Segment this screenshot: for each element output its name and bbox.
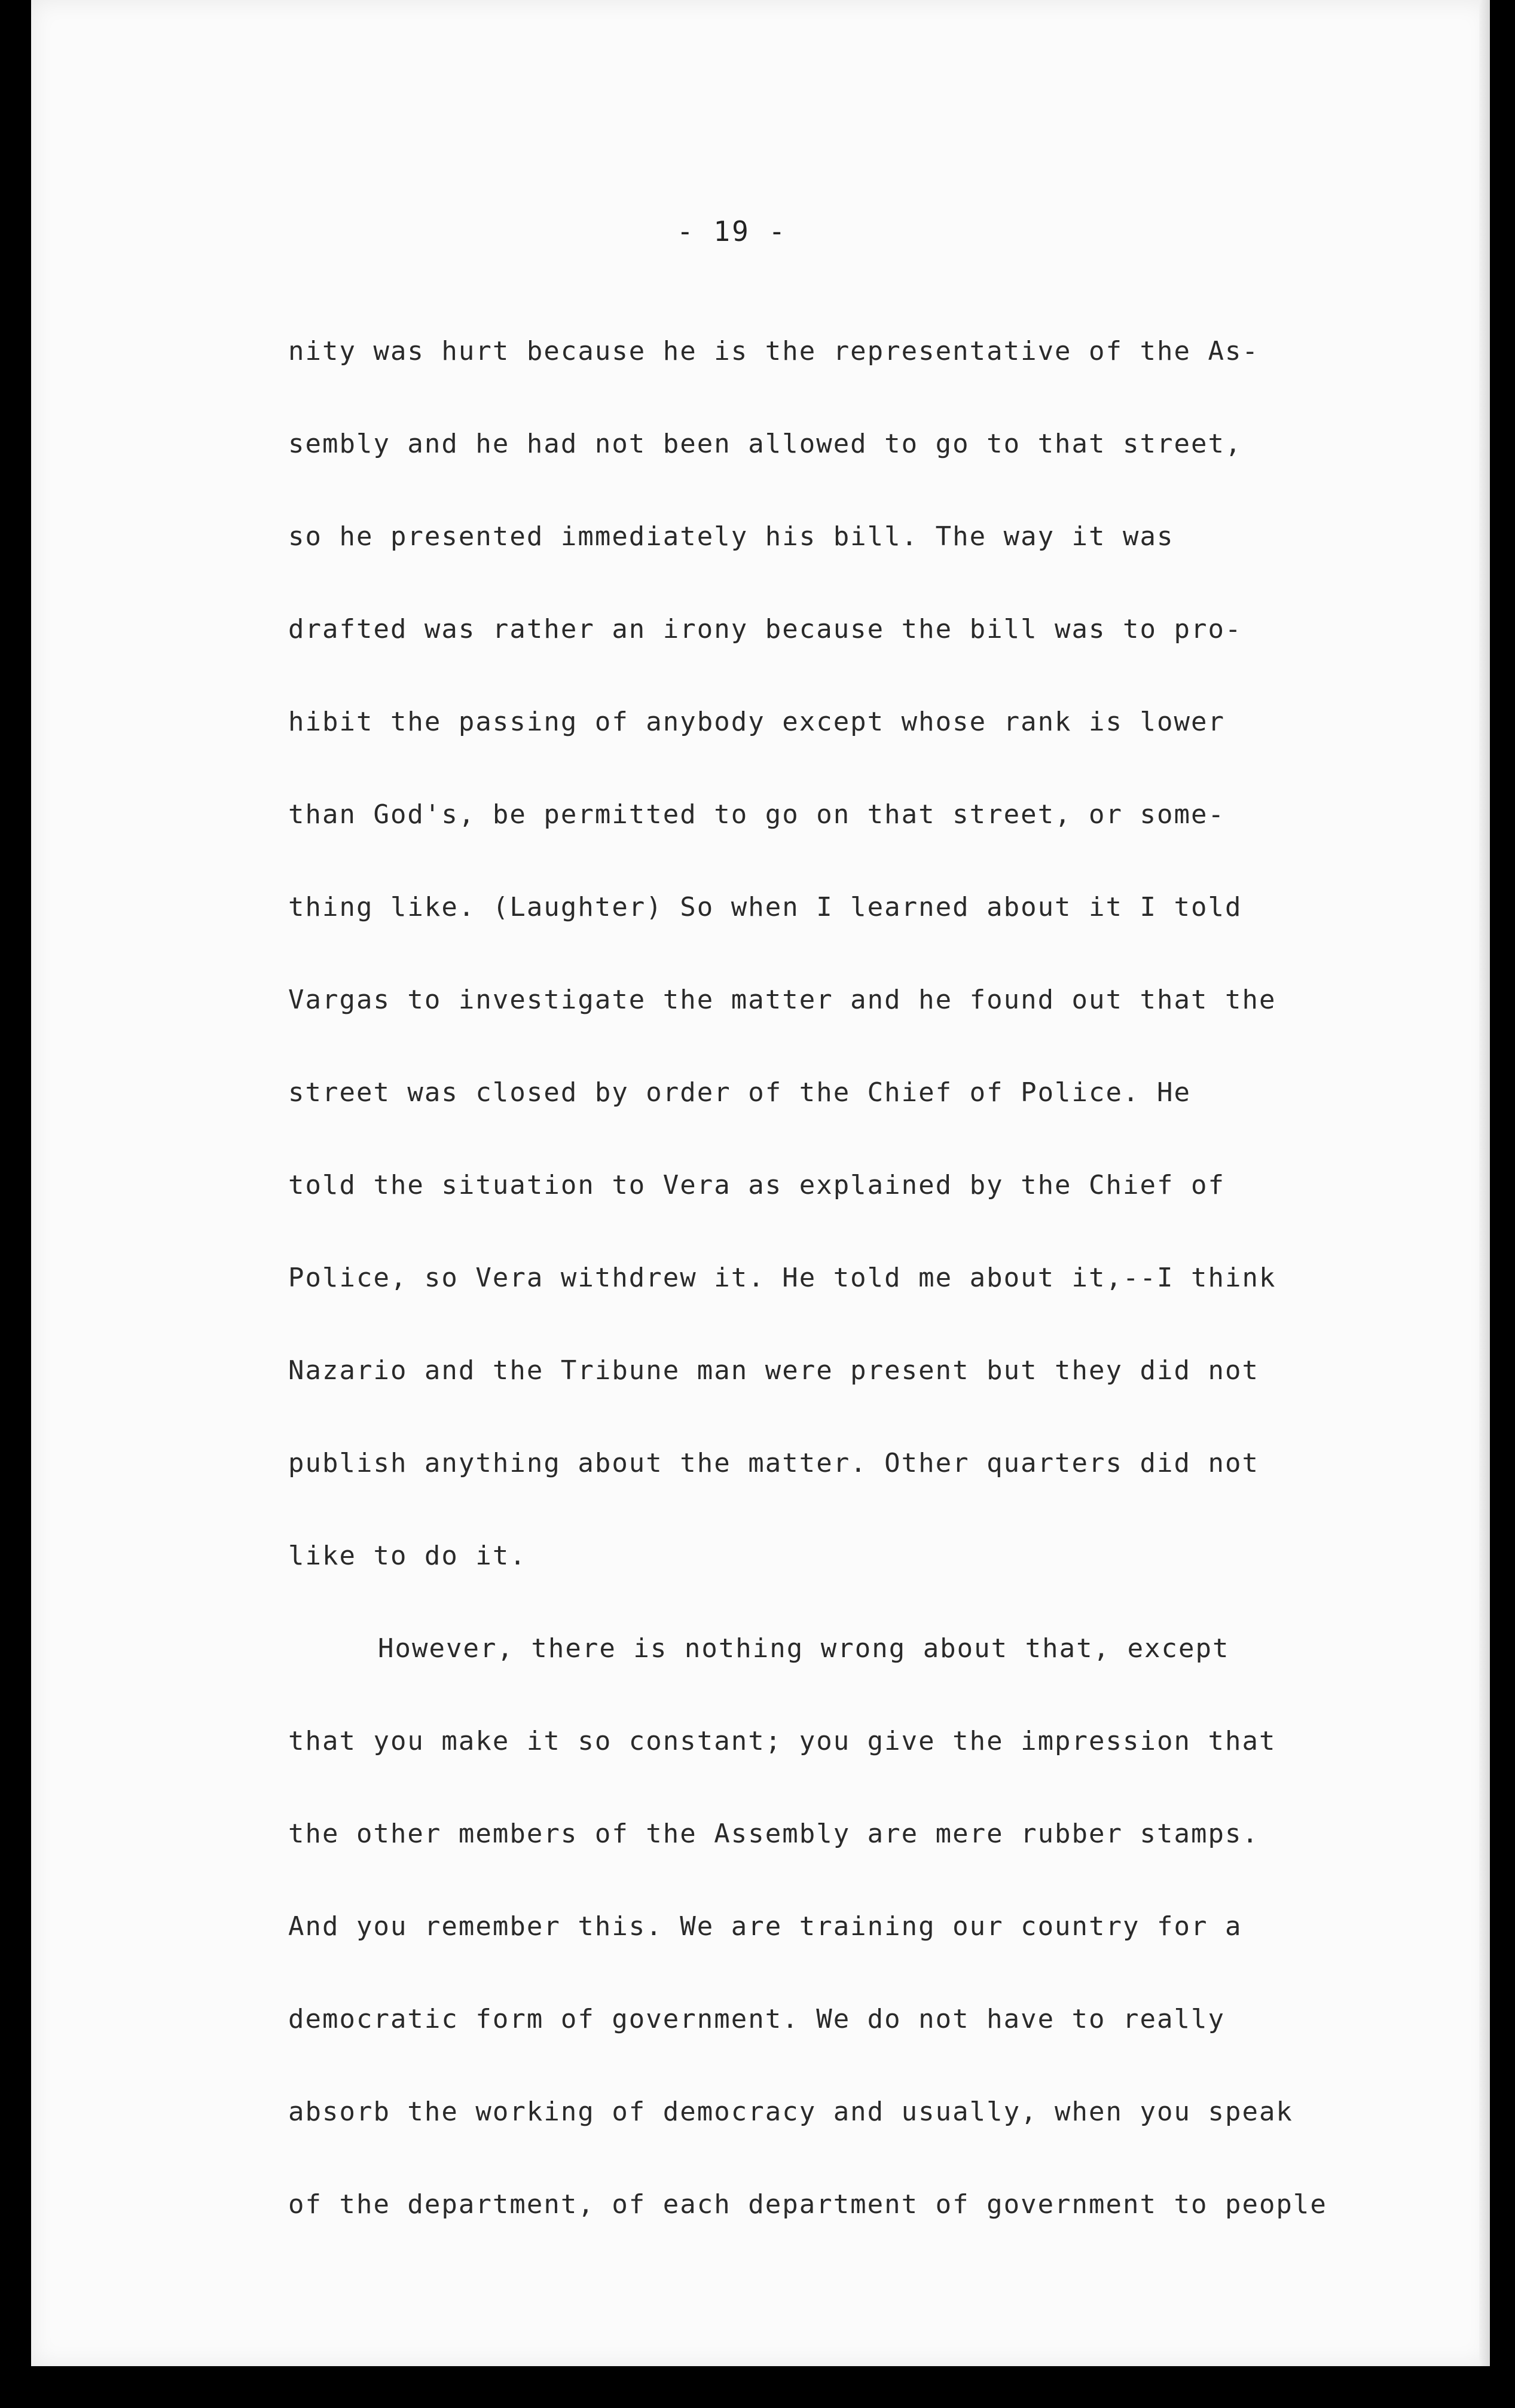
text-line: hibit the passing of anybody except whose rank is lower — [288, 707, 1225, 737]
text-line: Nazario and the Tribune man were present but they did not — [288, 1355, 1259, 1386]
text-line: democratic form of government. We do not have to really — [288, 2004, 1225, 2034]
text-line: sembly and he had not been allowed to go to that street, — [288, 429, 1242, 459]
text-line: nity was hurt because he is the representative of the As- — [288, 336, 1259, 366]
text-line: that you make it so constant; you give the impression that — [288, 1726, 1276, 1756]
text-line: absorb the working of democracy and usually, when you speak — [288, 2097, 1293, 2127]
text-line: Police, so Vera withdrew it. He told me about it,--I think — [288, 1263, 1276, 1293]
page-number: - 19 - — [677, 215, 787, 247]
text-line: Vargas to investigate the matter and he found out that the — [288, 985, 1276, 1015]
text-line: so he presented immediately his bill. The way it was — [288, 521, 1174, 552]
text-line-paragraph-start: However, there is nothing wrong about that, except — [378, 1633, 1230, 1664]
text-line: street was closed by order of the Chief of Police. He — [288, 1077, 1191, 1108]
page-edge — [1479, 0, 1490, 2366]
typed-text-body — [288, 305, 1472, 2251]
text-line: publish anything about the matter. Other quarters did not — [288, 1448, 1259, 1478]
text-line: than God's, be permitted to go on that street, or some- — [288, 799, 1225, 830]
text-line: And you remember this. We are training our country for a — [288, 1911, 1242, 1942]
text-line: like to do it. — [288, 1541, 527, 1571]
text-line: the other members of the Assembly are mere rubber stamps. — [288, 1819, 1259, 1849]
text-line: drafted was rather an irony because the bill was to pro- — [288, 614, 1242, 644]
text-line: thing like. (Laughter) So when I learned about it I told — [288, 892, 1242, 922]
document-page — [31, 0, 1490, 2366]
text-line: of the department, of each department of government to people — [288, 2189, 1327, 2220]
text-line: told the situation to Vera as explained by the Chief of — [288, 1170, 1225, 1200]
